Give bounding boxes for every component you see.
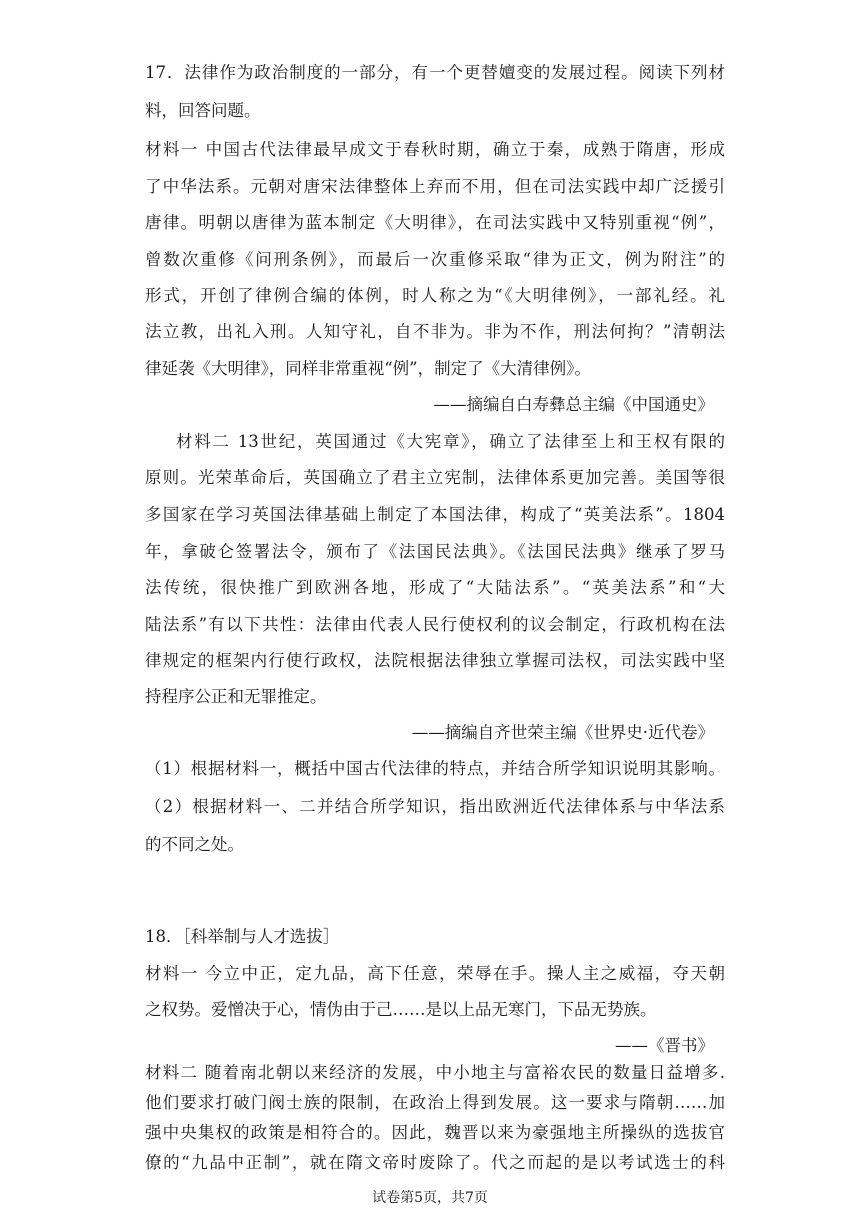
q17-material-2-line-8: 持程序公正和无罪推定。	[145, 687, 327, 706]
q17-material-1-line-6: 法立教，出礼入刑。人知守礼，自不非为。非为不作，刑法何拘？”清朝法	[145, 322, 725, 341]
q18-material-2-line-3: 强中央集权的政策是相符合的。因此，魏晋以来为豪强地主所操纵的选拔官	[145, 1123, 725, 1142]
q17-material-1-line-4: 曾数次重修《问刑条例》，而最后一次重修采取“律为正文，例为附注”的	[145, 250, 725, 269]
q17-material-1-source: ——摘编自白寿彝总主编《中国通史》	[433, 395, 714, 414]
q17-material-2-line-2: 原则。光荣革命后，英国确立了君主立宪制，法律体系更加完善。美国等很	[145, 468, 725, 487]
q17-question-1: （1）根据材料一，概括中国古代法律的特点，并结合所学知识说明其影响。	[145, 759, 725, 778]
q18-material-1-line-1: 材料一 今立中正，定九品，高下任意，荣辱在手。操人主之威福，夺天朝	[145, 964, 725, 983]
q17-material-2-line-1: 材料二 13世纪，英国通过《大宪章》，确立了法律至上和王权有限的	[176, 432, 725, 451]
q18-material-2-line-1: 材料二 随着南北朝以来经济的发展，中小地主与富裕农民的数量日益增多.	[145, 1063, 725, 1082]
page-footer: 试卷第5页，共7页	[372, 1190, 488, 1206]
q18-material-1-source: ——《晋书》	[615, 1036, 714, 1055]
q18-title: 18．［科举制与人才选拔］	[145, 927, 340, 946]
q17-material-1-line-1: 材料一 中国古代法律最早成文于春秋时期，确立于秦，成熟于隋唐，形成	[145, 140, 725, 159]
q17-material-1-line-3: 唐律。明朝以唐律为蓝本制定《大明律》，在司法实践中又特别重视“例”，	[145, 213, 725, 232]
q18-material-1-line-2: 之权势。爱憎决于心，情伪由于己……是以上品无寒门，下品无势族。	[145, 1000, 657, 1019]
q17-material-2-source: ——摘编自齐世荣主编《世界史·近代卷》	[411, 723, 714, 742]
q17-stem-line-2: 料，回答问题。	[145, 101, 261, 120]
q18-material-2-line-2: 他们要求打破门阀士族的限制，在政治上得到发展。这一要求与隋朝……加	[145, 1093, 725, 1112]
q17-question-2-line-1: （2）根据材料一、二并结合所学知识，指出欧洲近代法律体系与中华法系	[145, 797, 725, 816]
q17-stem-line-1: 17．法律作为政治制度的一部分，有一个更替嬗变的发展过程。阅读下列材	[145, 63, 725, 82]
q17-question-2-line-2: 的不同之处。	[145, 835, 244, 854]
q17-material-2-line-3: 多国家在学习英国法律基础上制定了本国法律，构成了“英美法系”。1804	[145, 505, 725, 524]
q17-material-1-line-5: 形式，开创了律例合编的体例，时人称之为“《大明律例》，一部礼经。礼	[145, 286, 725, 305]
q17-material-2-line-5: 法传统，很快推广到欧洲各地，形成了“大陆法系”。“英美法系”和“大	[145, 578, 725, 597]
q17-material-1-line-2: 了中华法系。元朝对唐宋法律整体上弃而不用，但在司法实践中却广泛援引	[145, 177, 725, 196]
q17-material-2-line-6: 陆法系”有以下共性：法律由代表人民行使权利的议会制定，行政机构在法	[145, 615, 725, 634]
q17-material-2-line-7: 律规定的框架内行使行政权，法院根据法律独立掌握司法权，司法实践中坚	[145, 651, 725, 670]
q17-material-2-line-4: 年，拿破仑签署法令，颁布了《法国民法典》。《法国民法典》继承了罗马	[145, 542, 725, 561]
q18-material-2-line-4: 僚的“九品中正制”，就在隋文帝时废除了。代之而起的是以考试选士的科	[145, 1153, 725, 1172]
q17-material-1-line-7: 律延袭《大明律》，同样非常重视“例”，制定了《大清律例》。	[145, 359, 591, 378]
